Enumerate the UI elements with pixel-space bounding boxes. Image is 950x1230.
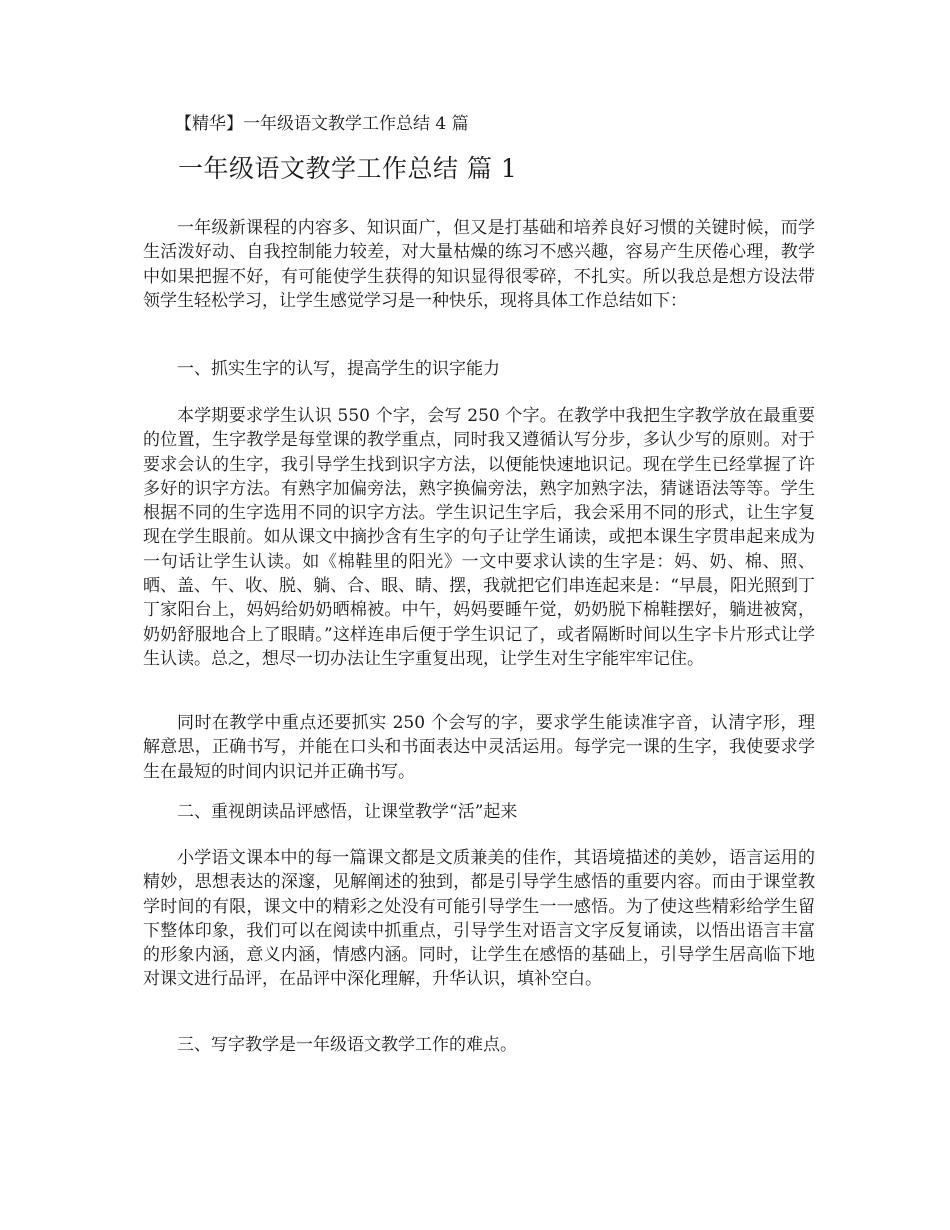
- section-1-paragraph-2: 同时在教学中重点还要抓实 250 个会写的字，要求学生能读准字音，认清字形，理解意思，正确书写，并能在口头和书面表达中灵活运用。每学完一课的生字，我使要求学生在最短的时间内识记并正确书写。: [143, 713, 815, 782]
- section-heading-3: 三、写字教学是一年级语文教学工作的难点。: [177, 1035, 517, 1055]
- intro-paragraph: 一年级新课程的内容多、知识面广，但又是打基础和培养良好习惯的关键时候，而学生活泼好动、自我控制能力较差，对大量枯燥的练习不感兴趣，容易产生厌倦心理，教学中如果把握不好，有可能使学生获得的知识显得很零碎，不扎实。所以我总是想方设法带领学生轻松学习，让学生感觉学习是一种快乐，现将具体工作总结如下：: [143, 218, 815, 311]
- section-heading-1: 一、抓实生字的认写，提高学生的识字能力: [177, 359, 500, 379]
- section-heading-2: 二、重视朗读品评感悟，让课堂教学“活”起来: [177, 802, 518, 822]
- section-2-paragraph-1: 小学语文课本中的每一篇课文都是文质兼美的佳作，其语境描述的美妙，语言运用的精妙，思想表达的深邃，见解阐述的独到，都是引导学生感悟的重要内容。而由于课堂教学时间的有限，课文中的精彩之处没有可能引导学生一一感悟。为了使这些精彩给学生留下整体印象，我们可以在阅读中抓重点，引导学生对语言文字反复诵读，以悟出语言丰富的形象内涵，意义内涵，情感内涵。同时，让学生在感悟的基础上，引导学生居高临下地对课文进行品评，在品评中深化理解，升华认识，填补空白。: [143, 848, 815, 990]
- document-title: 【精华】一年级语文教学工作总结 4 篇: [175, 114, 469, 134]
- section-1-paragraph-1: 本学期要求学生认识 550 个字，会写 250 个字。在教学中我把生字教学放在最重要的位置，生字教学是每堂课的教学重点，同时我又遵循认写分步，多认少写的原则。对于要求会认的生字，我引导学生找到识字方法，以便能快速地识记。现在学生已经掌握了许多好的识字方法。有熟字加偏旁法，熟字换偏旁法，熟字加熟字法，猜谜语法等等。学生根据不同的生字选用不同的识字方法。学生识记生字后，我会采用不同的形式，让生字复现在学生眼前。如从课文中摘抄含有生字的句子让学生诵读，或把本课生字贯串起来成为一句话让学生认读。如《棉鞋里的阳光》一文中要求认读的生字是：妈、奶、棉、照、晒、盖、午、收、脱、躺、合、眼、睛、摆，我就把它们串连起来是：“早晨，阳光照到丁丁家阳台上，妈妈给奶奶晒棉被。中午，妈妈要睡午觉，奶奶脱下棉鞋摆好，躺进被窝，奶奶舒服地合上了眼睛。”这样连串后便于学生识记了，或者隔断时间以生字卡片形式让学生认读。总之，想尽一切办法让生字重复出现，让学生对生字能牢牢记住。: [143, 406, 815, 669]
- section-heading-main: 一年级语文教学工作总结 篇 1: [178, 154, 518, 183]
